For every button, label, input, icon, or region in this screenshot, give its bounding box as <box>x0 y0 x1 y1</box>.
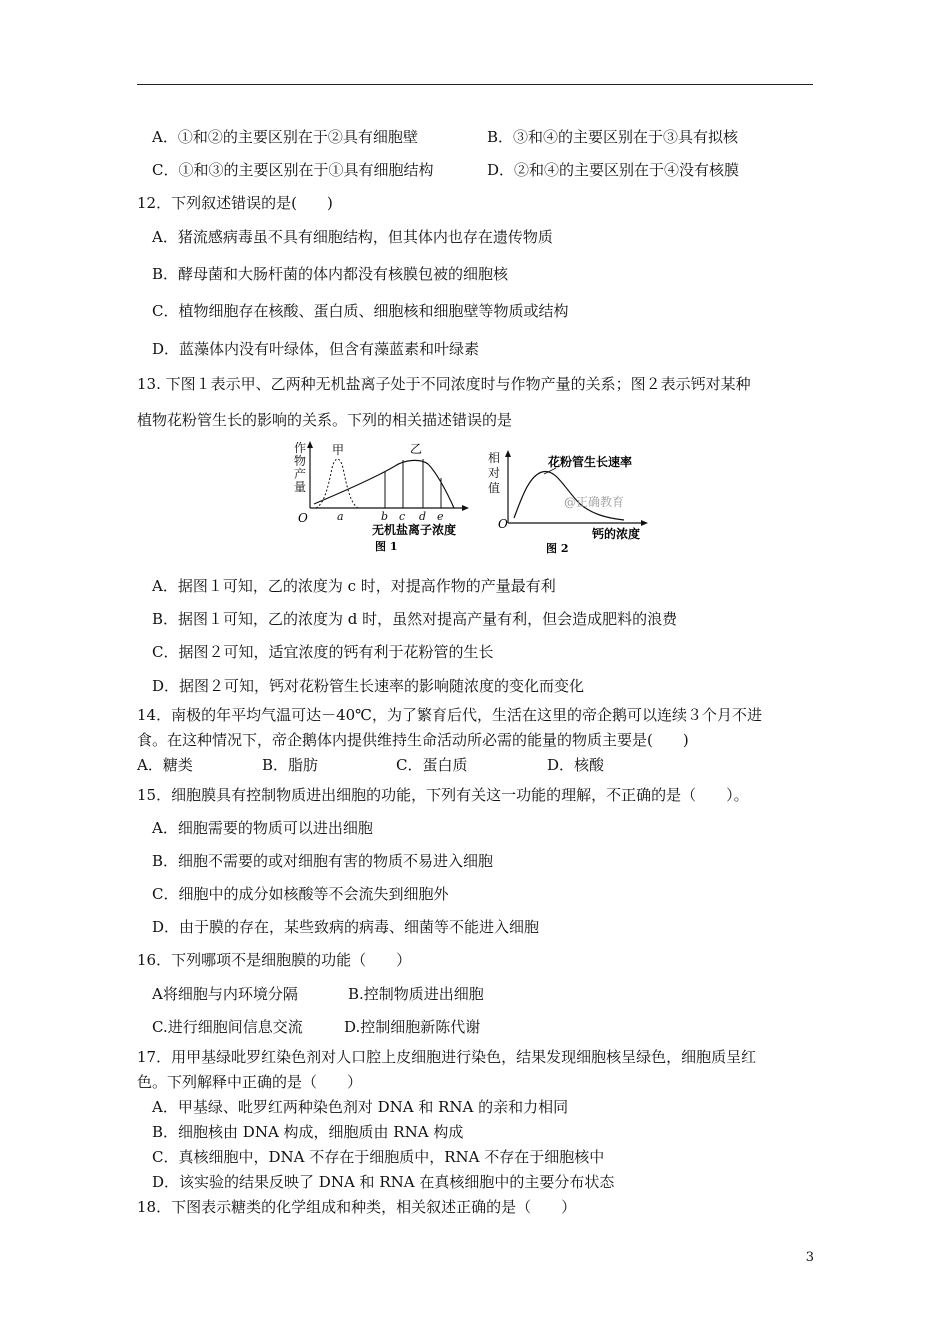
fig2-caption: 图 2 <box>546 542 569 555</box>
q14-option-b: B．脂肪 <box>262 756 319 774</box>
figure-2 <box>484 448 659 558</box>
fig1-tick-b: b <box>381 510 389 523</box>
q18-stem: 18．下图表示糖类的化学组成和种类，相关叙述正确的是（ ） <box>137 1198 577 1216</box>
fig2-y-arrow <box>505 450 511 457</box>
q16-option-d: D.控制细胞新陈代谢 <box>344 1018 481 1036</box>
q11-option-b: B．③和④的主要区别在于③具有拟核 <box>487 128 739 146</box>
q13-stem-line1: 13. 下图１表示甲、乙两种无机盐离子处于不同浓度时与作物产量的关系；图２表示钙对某种 <box>137 375 751 393</box>
q11-option-d: D．②和④的主要区别在于④没有核膜 <box>487 161 740 179</box>
fig1-tick-e: e <box>437 510 444 523</box>
fig2-x-arrow <box>641 520 648 526</box>
fig2-watermark: @正确教育 <box>564 495 625 509</box>
q15-option-c: C．细胞中的成分如核酸等不会流失到细胞外 <box>152 885 449 903</box>
q15-option-b: B．细胞不需要的或对细胞有害的物质不易进入细胞 <box>152 852 494 870</box>
fig1-label-jia: 甲 <box>332 443 345 457</box>
fig1-xlabel: 无机盐离子浓度 <box>372 523 457 537</box>
q15-option-a: A．细胞需要的物质可以进出细胞 <box>152 819 373 837</box>
q12-option-a: A．猪流感病毒虽不具有细胞结构，但其体内也存在遗传物质 <box>152 228 553 246</box>
fig2-ylabel-2: 对 <box>488 466 501 480</box>
q17-option-a: A．甲基绿、吡罗红两种染色剂对 DNA 和 RNA 的亲和力相同 <box>152 1098 569 1116</box>
q14-option-c: C．蛋白质 <box>396 756 468 774</box>
q14-stem-line2: 食。在这种情况下，帝企鹅体内提供维持生命活动所必需的能量的物质主要是( ) <box>137 731 689 749</box>
fig1-ylabel-1: 作 <box>294 441 307 455</box>
fig1-y-arrow <box>307 441 313 448</box>
fig2-curve-label: 花粉管生长速率 <box>548 455 633 469</box>
q17-option-b: B．细胞核由 DNA 构成，细胞质由 RNA 构成 <box>152 1123 464 1141</box>
fig2-ylabel-3: 值 <box>488 481 501 495</box>
fig1-caption: 图 1 <box>375 540 398 553</box>
fig2-xlabel: 钙的浓度 <box>592 527 641 541</box>
q12-option-c: C．植物细胞存在核酸、蛋白质、细胞核和细胞壁等物质或结构 <box>152 302 569 320</box>
q11-option-a: A．①和②的主要区别在于②具有细胞壁 <box>152 128 418 146</box>
q15-option-d: D．由于膜的存在，某些致病的病毒、细菌等不能进入细胞 <box>152 918 540 936</box>
fig1-label-yi: 乙 <box>410 442 423 456</box>
q15-stem: 15．细胞膜具有控制物质进出细胞的功能，下列有关这一功能的理解，不正确的是（ ）。 <box>137 786 749 804</box>
q16-option-c: C.进行细胞间信息交流 <box>152 1018 303 1036</box>
q13-option-b: B．据图１可知，乙的浓度为 d 时，虽然对提高产量有利，但会造成肥料的浪费 <box>152 610 678 628</box>
fig1-ylabel-2: 物 <box>294 454 307 468</box>
q13-option-d: D．据图２可知，钙对花粉管生长速率的影响随浓度的变化而变化 <box>152 677 585 695</box>
q11-option-c: C．①和③的主要区别在于①具有细胞结构 <box>152 161 434 179</box>
q17-stem-line1: 17．用甲基绿吡罗红染色剂对人口腔上皮细胞进行染色，结果发现细胞核呈绿色，细胞质呈红 <box>137 1048 757 1066</box>
q13-option-a: A．据图１可知，乙的浓度为 c 时，对提高作物的产量最有利 <box>152 577 556 595</box>
q12-option-b: B．酵母菌和大肠杆菌的体内都没有核膜包被的细胞核 <box>152 265 509 283</box>
q17-stem-line2: 色。下列解释中正确的是（ ） <box>137 1073 363 1091</box>
q12-stem: 12．下列叙述错误的是( ) <box>137 194 333 212</box>
fig1-curve-yi <box>314 460 454 508</box>
q17-option-d: D．该实验的结果反映了 DNA 和 RNA 在真核细胞中的主要分布状态 <box>152 1173 615 1191</box>
q13-option-c: C．据图２可知，适宜浓度的钙有利于花粉管的生长 <box>152 643 494 661</box>
fig2-ylabel-1: 相 <box>488 451 501 465</box>
fig1-ylabel-4: 量 <box>294 480 307 494</box>
q12-option-d: D．蓝藻体内没有叶绿体，但含有藻蓝素和叶绿素 <box>152 340 480 358</box>
q14-option-d: D．核酸 <box>547 756 605 774</box>
figure-1 <box>280 438 480 558</box>
q16-option-a: A将细胞与内环境分隔 <box>152 985 298 1003</box>
fig1-tick-a: a <box>337 510 344 523</box>
q16-stem: 16．下列哪项不是细胞膜的功能（ ） <box>137 951 412 969</box>
q17-option-c: C．真核细胞中，DNA 不存在于细胞质中，RNA 不存在于细胞核中 <box>152 1148 605 1166</box>
header-rule <box>137 84 813 85</box>
q16-option-b: B.控制物质进出细胞 <box>348 985 484 1003</box>
q14-stem-line1: 14．南极的年平均气温可达－40℃，为了繁育后代，生活在这里的帝企鹅可以连续３个月不进 <box>137 706 762 724</box>
fig1-ylabel-3: 产 <box>294 467 307 481</box>
fig1-origin: O <box>298 511 308 525</box>
page-number: 3 <box>805 1250 814 1265</box>
fig1-tick-d: d <box>419 510 427 523</box>
fig1-tick-c: c <box>399 510 406 523</box>
q14-option-a: A．糖类 <box>137 756 193 774</box>
fig2-origin: O <box>498 517 508 531</box>
fig1-x-arrow <box>462 505 469 511</box>
q13-stem-line2: 植物花粉管生长的影响的关系。下列的相关描述错误的是 <box>137 411 513 429</box>
